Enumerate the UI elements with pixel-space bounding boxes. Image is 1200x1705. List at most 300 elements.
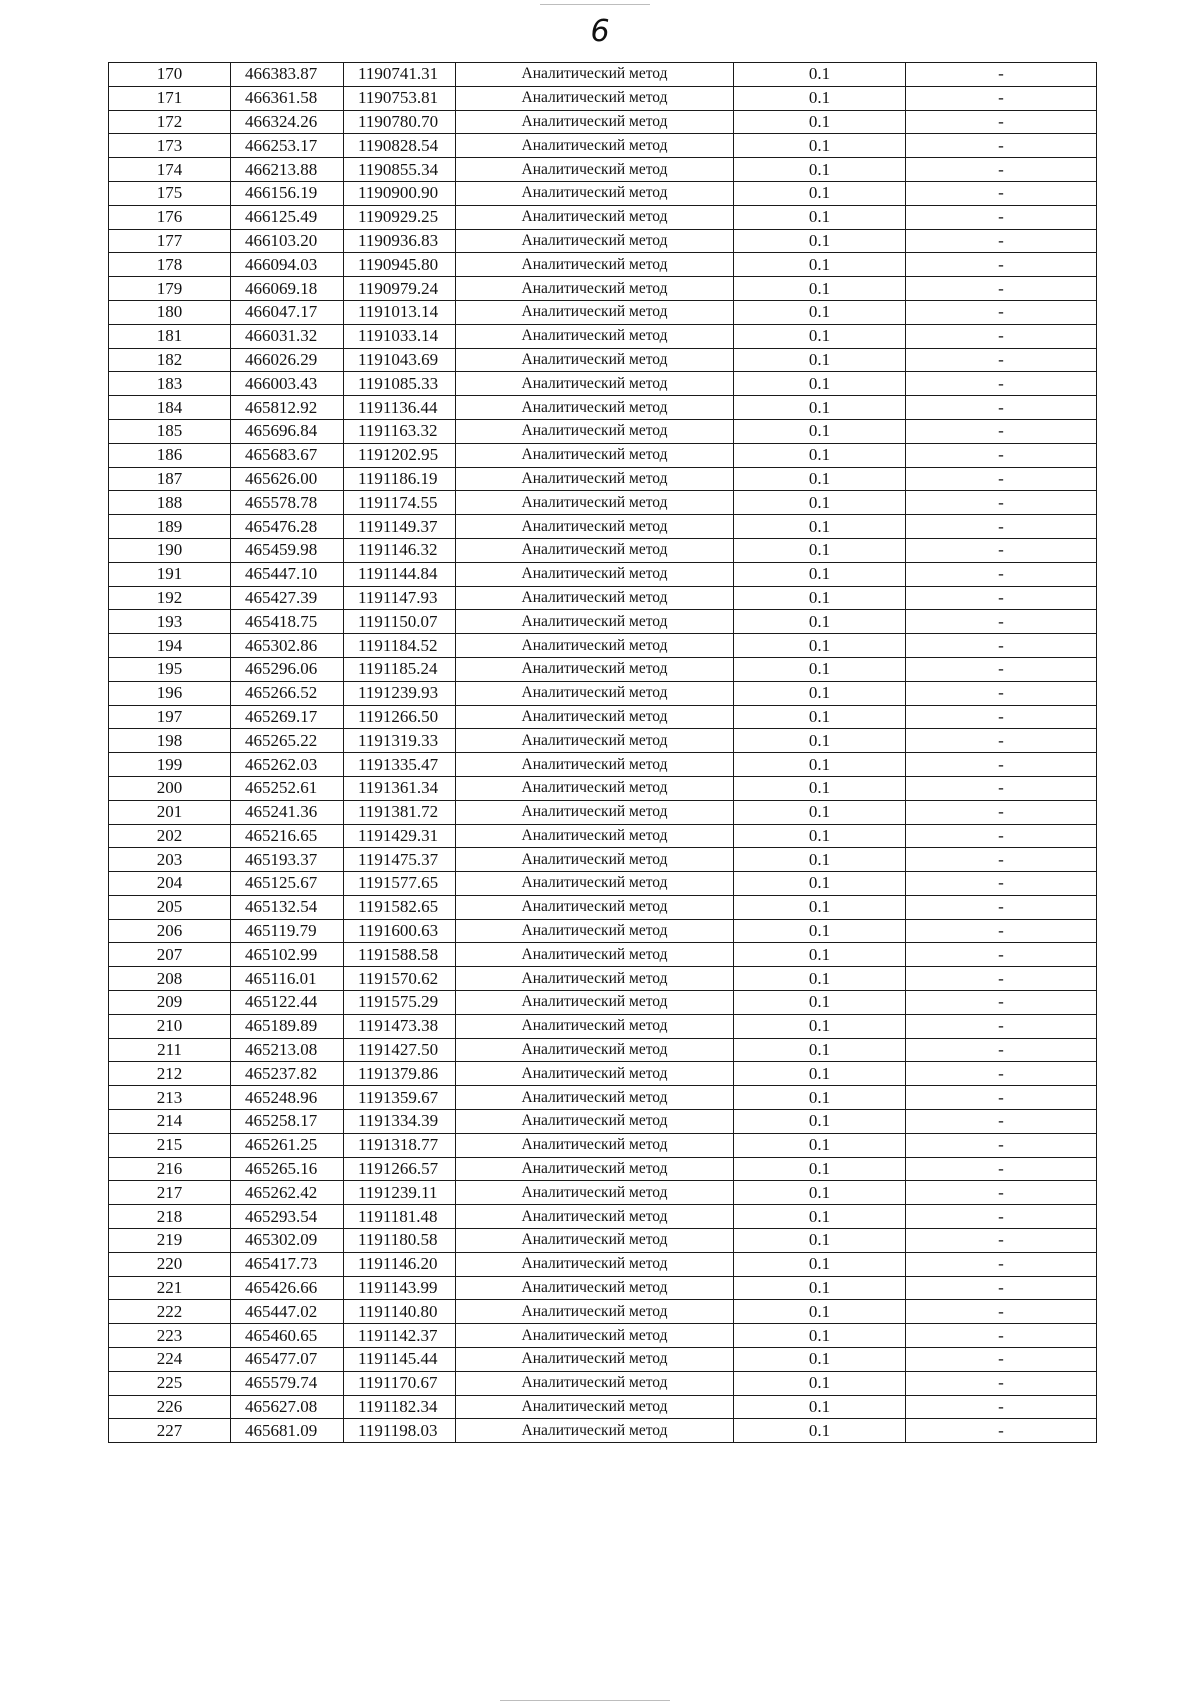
y-coordinate-cell: 1191180.58 (344, 1229, 456, 1253)
accuracy-cell: 0.1 (734, 800, 906, 824)
table-row (109, 324, 1097, 348)
y-coordinate-cell: 1191181.48 (344, 1205, 456, 1229)
method-cell: Аналитический метод (456, 919, 734, 943)
note-cell: - (906, 1205, 1097, 1229)
note-cell: - (906, 86, 1097, 110)
x-coordinate-cell: 466383.87 (231, 63, 344, 87)
x-coordinate-cell: 465293.54 (231, 1205, 344, 1229)
y-coordinate-cell: 1191143.99 (344, 1276, 456, 1300)
x-coordinate-cell: 466324.26 (231, 110, 344, 134)
accuracy-cell: 0.1 (734, 657, 906, 681)
x-coordinate-cell: 465265.16 (231, 1157, 344, 1181)
method-cell: Аналитический метод (456, 538, 734, 562)
method-cell: Аналитический метод (456, 562, 734, 586)
method-cell: Аналитический метод (456, 800, 734, 824)
accuracy-cell: 0.1 (734, 515, 906, 539)
x-coordinate-cell: 465681.09 (231, 1419, 344, 1443)
table-row (109, 1110, 1097, 1134)
method-cell: Аналитический метод (456, 610, 734, 634)
x-coordinate-cell: 466026.29 (231, 348, 344, 372)
note-cell: - (906, 1300, 1097, 1324)
point-number-cell: 199 (109, 753, 231, 777)
table-row (109, 991, 1097, 1015)
note-cell: - (906, 419, 1097, 443)
note-cell: - (906, 1157, 1097, 1181)
point-number-cell: 190 (109, 538, 231, 562)
accuracy-cell: 0.1 (734, 1348, 906, 1372)
x-coordinate-cell: 465193.37 (231, 848, 344, 872)
table-row (109, 1038, 1097, 1062)
note-cell: - (906, 467, 1097, 491)
accuracy-cell: 0.1 (734, 943, 906, 967)
y-coordinate-cell: 1191473.38 (344, 1014, 456, 1038)
y-coordinate-cell: 1191202.95 (344, 443, 456, 467)
scan-artifact-bottom (500, 1700, 670, 1701)
method-cell: Аналитический метод (456, 895, 734, 919)
table-row (109, 1157, 1097, 1181)
note-cell: - (906, 110, 1097, 134)
note-cell: - (906, 158, 1097, 182)
note-cell: - (906, 181, 1097, 205)
method-cell: Аналитический метод (456, 705, 734, 729)
note-cell: - (906, 396, 1097, 420)
y-coordinate-cell: 1191381.72 (344, 800, 456, 824)
method-cell: Аналитический метод (456, 1276, 734, 1300)
method-cell: Аналитический метод (456, 1348, 734, 1372)
y-coordinate-cell: 1191475.37 (344, 848, 456, 872)
table-row (109, 895, 1097, 919)
table-row (109, 610, 1097, 634)
table-row (109, 824, 1097, 848)
note-cell: - (906, 515, 1097, 539)
method-cell: Аналитический метод (456, 324, 734, 348)
table-row (109, 515, 1097, 539)
y-coordinate-cell: 1191043.69 (344, 348, 456, 372)
y-coordinate-cell: 1191146.20 (344, 1252, 456, 1276)
table-row (109, 967, 1097, 991)
y-coordinate-cell: 1191319.33 (344, 729, 456, 753)
note-cell: - (906, 253, 1097, 277)
table-row (109, 634, 1097, 658)
accuracy-cell: 0.1 (734, 991, 906, 1015)
note-cell: - (906, 848, 1097, 872)
table-row (109, 348, 1097, 372)
method-cell: Аналитический метод (456, 1062, 734, 1086)
table-row (109, 1086, 1097, 1110)
point-number-cell: 196 (109, 681, 231, 705)
point-number-cell: 225 (109, 1371, 231, 1395)
x-coordinate-cell: 466094.03 (231, 253, 344, 277)
y-coordinate-cell: 1191318.77 (344, 1133, 456, 1157)
point-number-cell: 180 (109, 300, 231, 324)
table-row (109, 253, 1097, 277)
note-cell: - (906, 348, 1097, 372)
y-coordinate-cell: 1191239.11 (344, 1181, 456, 1205)
y-coordinate-cell: 1191588.58 (344, 943, 456, 967)
x-coordinate-cell: 465417.73 (231, 1252, 344, 1276)
accuracy-cell: 0.1 (734, 586, 906, 610)
x-coordinate-cell: 465579.74 (231, 1371, 344, 1395)
y-coordinate-cell: 1191577.65 (344, 872, 456, 896)
note-cell: - (906, 776, 1097, 800)
y-coordinate-cell: 1191013.14 (344, 300, 456, 324)
accuracy-cell: 0.1 (734, 872, 906, 896)
y-coordinate-cell: 1191170.67 (344, 1371, 456, 1395)
y-coordinate-cell: 1190945.80 (344, 253, 456, 277)
method-cell: Аналитический метод (456, 491, 734, 515)
scan-artifact-top (540, 4, 650, 5)
table-row (109, 467, 1097, 491)
accuracy-cell: 0.1 (734, 1014, 906, 1038)
accuracy-cell: 0.1 (734, 1419, 906, 1443)
note-cell: - (906, 1276, 1097, 1300)
y-coordinate-cell: 1191266.50 (344, 705, 456, 729)
note-cell: - (906, 134, 1097, 158)
y-coordinate-cell: 1190741.31 (344, 63, 456, 87)
method-cell: Аналитический метод (456, 967, 734, 991)
x-coordinate-cell: 466103.20 (231, 229, 344, 253)
note-cell: - (906, 300, 1097, 324)
x-coordinate-cell: 465132.54 (231, 895, 344, 919)
x-coordinate-cell: 465248.96 (231, 1086, 344, 1110)
table-row (109, 300, 1097, 324)
point-number-cell: 187 (109, 467, 231, 491)
accuracy-cell: 0.1 (734, 967, 906, 991)
method-cell: Аналитический метод (456, 467, 734, 491)
note-cell: - (906, 562, 1097, 586)
method-cell: Аналитический метод (456, 1014, 734, 1038)
method-cell: Аналитический метод (456, 848, 734, 872)
table-row (109, 705, 1097, 729)
method-cell: Аналитический метод (456, 1038, 734, 1062)
method-cell: Аналитический метод (456, 134, 734, 158)
point-number-cell: 204 (109, 872, 231, 896)
note-cell: - (906, 443, 1097, 467)
table-row (109, 1014, 1097, 1038)
accuracy-cell: 0.1 (734, 634, 906, 658)
accuracy-cell: 0.1 (734, 1181, 906, 1205)
method-cell: Аналитический метод (456, 943, 734, 967)
y-coordinate-cell: 1191146.32 (344, 538, 456, 562)
coordinates-table (108, 62, 1097, 1443)
note-cell: - (906, 991, 1097, 1015)
y-coordinate-cell: 1191140.80 (344, 1300, 456, 1324)
point-number-cell: 175 (109, 181, 231, 205)
x-coordinate-cell: 466069.18 (231, 277, 344, 301)
y-coordinate-cell: 1190900.90 (344, 181, 456, 205)
accuracy-cell: 0.1 (734, 86, 906, 110)
table-row (109, 1395, 1097, 1419)
accuracy-cell: 0.1 (734, 277, 906, 301)
y-coordinate-cell: 1190780.70 (344, 110, 456, 134)
note-cell: - (906, 753, 1097, 777)
note-cell: - (906, 277, 1097, 301)
x-coordinate-cell: 465119.79 (231, 919, 344, 943)
table-row (109, 134, 1097, 158)
table-row (109, 419, 1097, 443)
accuracy-cell: 0.1 (734, 372, 906, 396)
y-coordinate-cell: 1191145.44 (344, 1348, 456, 1372)
x-coordinate-cell: 465237.82 (231, 1062, 344, 1086)
point-number-cell: 184 (109, 396, 231, 420)
x-coordinate-cell: 465812.92 (231, 396, 344, 420)
point-number-cell: 188 (109, 491, 231, 515)
point-number-cell: 224 (109, 1348, 231, 1372)
point-number-cell: 192 (109, 586, 231, 610)
accuracy-cell: 0.1 (734, 729, 906, 753)
y-coordinate-cell: 1190929.25 (344, 205, 456, 229)
method-cell: Аналитический метод (456, 1110, 734, 1134)
method-cell: Аналитический метод (456, 181, 734, 205)
y-coordinate-cell: 1191379.86 (344, 1062, 456, 1086)
note-cell: - (906, 634, 1097, 658)
point-number-cell: 171 (109, 86, 231, 110)
accuracy-cell: 0.1 (734, 158, 906, 182)
point-number-cell: 172 (109, 110, 231, 134)
note-cell: - (906, 943, 1097, 967)
accuracy-cell: 0.1 (734, 1157, 906, 1181)
x-coordinate-cell: 465578.78 (231, 491, 344, 515)
note-cell: - (906, 538, 1097, 562)
table-row (109, 443, 1097, 467)
accuracy-cell: 0.1 (734, 134, 906, 158)
y-coordinate-cell: 1191582.65 (344, 895, 456, 919)
x-coordinate-cell: 465418.75 (231, 610, 344, 634)
table-row (109, 491, 1097, 515)
x-coordinate-cell: 465447.10 (231, 562, 344, 586)
method-cell: Аналитический метод (456, 1181, 734, 1205)
accuracy-cell: 0.1 (734, 1324, 906, 1348)
note-cell: - (906, 372, 1097, 396)
table-row (109, 776, 1097, 800)
note-cell: - (906, 800, 1097, 824)
point-number-cell: 200 (109, 776, 231, 800)
note-cell: - (906, 1038, 1097, 1062)
method-cell: Аналитический метод (456, 729, 734, 753)
point-number-cell: 222 (109, 1300, 231, 1324)
note-cell: - (906, 229, 1097, 253)
accuracy-cell: 0.1 (734, 443, 906, 467)
note-cell: - (906, 1062, 1097, 1086)
point-number-cell: 197 (109, 705, 231, 729)
point-number-cell: 220 (109, 1252, 231, 1276)
x-coordinate-cell: 465262.42 (231, 1181, 344, 1205)
table-row (109, 1181, 1097, 1205)
y-coordinate-cell: 1190855.34 (344, 158, 456, 182)
accuracy-cell: 0.1 (734, 538, 906, 562)
note-cell: - (906, 1371, 1097, 1395)
table-row (109, 1252, 1097, 1276)
accuracy-cell: 0.1 (734, 467, 906, 491)
accuracy-cell: 0.1 (734, 110, 906, 134)
accuracy-cell: 0.1 (734, 1110, 906, 1134)
point-number-cell: 216 (109, 1157, 231, 1181)
table-row (109, 1348, 1097, 1372)
x-coordinate-cell: 465252.61 (231, 776, 344, 800)
y-coordinate-cell: 1191429.31 (344, 824, 456, 848)
note-cell: - (906, 1419, 1097, 1443)
table-row (109, 396, 1097, 420)
accuracy-cell: 0.1 (734, 253, 906, 277)
method-cell: Аналитический метод (456, 515, 734, 539)
point-number-cell: 213 (109, 1086, 231, 1110)
note-cell: - (906, 705, 1097, 729)
y-coordinate-cell: 1190979.24 (344, 277, 456, 301)
accuracy-cell: 0.1 (734, 1205, 906, 1229)
point-number-cell: 206 (109, 919, 231, 943)
table-row (109, 848, 1097, 872)
point-number-cell: 194 (109, 634, 231, 658)
point-number-cell: 176 (109, 205, 231, 229)
accuracy-cell: 0.1 (734, 562, 906, 586)
x-coordinate-cell: 465241.36 (231, 800, 344, 824)
accuracy-cell: 0.1 (734, 681, 906, 705)
note-cell: - (906, 681, 1097, 705)
table-row (109, 1133, 1097, 1157)
point-number-cell: 218 (109, 1205, 231, 1229)
method-cell: Аналитический метод (456, 1419, 734, 1443)
method-cell: Аналитический метод (456, 158, 734, 182)
accuracy-cell: 0.1 (734, 324, 906, 348)
note-cell: - (906, 205, 1097, 229)
accuracy-cell: 0.1 (734, 1252, 906, 1276)
accuracy-cell: 0.1 (734, 63, 906, 87)
y-coordinate-cell: 1191186.19 (344, 467, 456, 491)
accuracy-cell: 0.1 (734, 824, 906, 848)
x-coordinate-cell: 465262.03 (231, 753, 344, 777)
method-cell: Аналитический метод (456, 1395, 734, 1419)
coordinates-table-body (109, 63, 1097, 1443)
y-coordinate-cell: 1191266.57 (344, 1157, 456, 1181)
y-coordinate-cell: 1191136.44 (344, 396, 456, 420)
table-row (109, 753, 1097, 777)
x-coordinate-cell: 465265.22 (231, 729, 344, 753)
x-coordinate-cell: 465258.17 (231, 1110, 344, 1134)
method-cell: Аналитический метод (456, 586, 734, 610)
table-row (109, 800, 1097, 824)
y-coordinate-cell: 1191185.24 (344, 657, 456, 681)
x-coordinate-cell: 466125.49 (231, 205, 344, 229)
method-cell: Аналитический метод (456, 419, 734, 443)
method-cell: Аналитический метод (456, 1371, 734, 1395)
accuracy-cell: 0.1 (734, 1133, 906, 1157)
note-cell: - (906, 824, 1097, 848)
note-cell: - (906, 872, 1097, 896)
accuracy-cell: 0.1 (734, 1276, 906, 1300)
x-coordinate-cell: 465459.98 (231, 538, 344, 562)
method-cell: Аналитический метод (456, 253, 734, 277)
y-coordinate-cell: 1191163.32 (344, 419, 456, 443)
method-cell: Аналитический метод (456, 753, 734, 777)
point-number-cell: 179 (109, 277, 231, 301)
table-row (109, 1205, 1097, 1229)
table-row (109, 1276, 1097, 1300)
method-cell: Аналитический метод (456, 63, 734, 87)
table-row (109, 919, 1097, 943)
y-coordinate-cell: 1191174.55 (344, 491, 456, 515)
table-row (109, 729, 1097, 753)
point-number-cell: 208 (109, 967, 231, 991)
table-row (109, 205, 1097, 229)
point-number-cell: 217 (109, 1181, 231, 1205)
x-coordinate-cell: 465476.28 (231, 515, 344, 539)
method-cell: Аналитический метод (456, 1157, 734, 1181)
method-cell: Аналитический метод (456, 776, 734, 800)
x-coordinate-cell: 465216.65 (231, 824, 344, 848)
x-coordinate-cell: 465213.08 (231, 1038, 344, 1062)
note-cell: - (906, 1348, 1097, 1372)
table-row (109, 562, 1097, 586)
x-coordinate-cell: 465122.44 (231, 991, 344, 1015)
page-number: 6 (590, 14, 610, 49)
point-number-cell: 173 (109, 134, 231, 158)
point-number-cell: 223 (109, 1324, 231, 1348)
table-row (109, 158, 1097, 182)
method-cell: Аналитический метод (456, 110, 734, 134)
method-cell: Аналитический метод (456, 86, 734, 110)
accuracy-cell: 0.1 (734, 1371, 906, 1395)
x-coordinate-cell: 465125.67 (231, 872, 344, 896)
accuracy-cell: 0.1 (734, 181, 906, 205)
method-cell: Аналитический метод (456, 300, 734, 324)
table-row (109, 181, 1097, 205)
y-coordinate-cell: 1191359.67 (344, 1086, 456, 1110)
point-number-cell: 191 (109, 562, 231, 586)
note-cell: - (906, 1086, 1097, 1110)
note-cell: - (906, 1324, 1097, 1348)
point-number-cell: 177 (109, 229, 231, 253)
note-cell: - (906, 967, 1097, 991)
table-row (109, 1419, 1097, 1443)
y-coordinate-cell: 1191182.34 (344, 1395, 456, 1419)
method-cell: Аналитический метод (456, 1300, 734, 1324)
x-coordinate-cell: 465447.02 (231, 1300, 344, 1324)
table-row (109, 872, 1097, 896)
x-coordinate-cell: 465627.08 (231, 1395, 344, 1419)
accuracy-cell: 0.1 (734, 848, 906, 872)
x-coordinate-cell: 466213.88 (231, 158, 344, 182)
table-row (109, 1062, 1097, 1086)
y-coordinate-cell: 1191150.07 (344, 610, 456, 634)
table-row (109, 1324, 1097, 1348)
x-coordinate-cell: 465266.52 (231, 681, 344, 705)
method-cell: Аналитический метод (456, 634, 734, 658)
x-coordinate-cell: 465189.89 (231, 1014, 344, 1038)
point-number-cell: 212 (109, 1062, 231, 1086)
accuracy-cell: 0.1 (734, 419, 906, 443)
note-cell: - (906, 657, 1097, 681)
y-coordinate-cell: 1191142.37 (344, 1324, 456, 1348)
note-cell: - (906, 610, 1097, 634)
y-coordinate-cell: 1191144.84 (344, 562, 456, 586)
y-coordinate-cell: 1191335.47 (344, 753, 456, 777)
point-number-cell: 178 (109, 253, 231, 277)
x-coordinate-cell: 465460.65 (231, 1324, 344, 1348)
note-cell: - (906, 1252, 1097, 1276)
y-coordinate-cell: 1190936.83 (344, 229, 456, 253)
point-number-cell: 214 (109, 1110, 231, 1134)
table-row (109, 1300, 1097, 1324)
method-cell: Аналитический метод (456, 396, 734, 420)
note-cell: - (906, 1014, 1097, 1038)
x-coordinate-cell: 466003.43 (231, 372, 344, 396)
point-number-cell: 183 (109, 372, 231, 396)
point-number-cell: 189 (109, 515, 231, 539)
note-cell: - (906, 729, 1097, 753)
point-number-cell: 174 (109, 158, 231, 182)
x-coordinate-cell: 465269.17 (231, 705, 344, 729)
y-coordinate-cell: 1190828.54 (344, 134, 456, 158)
